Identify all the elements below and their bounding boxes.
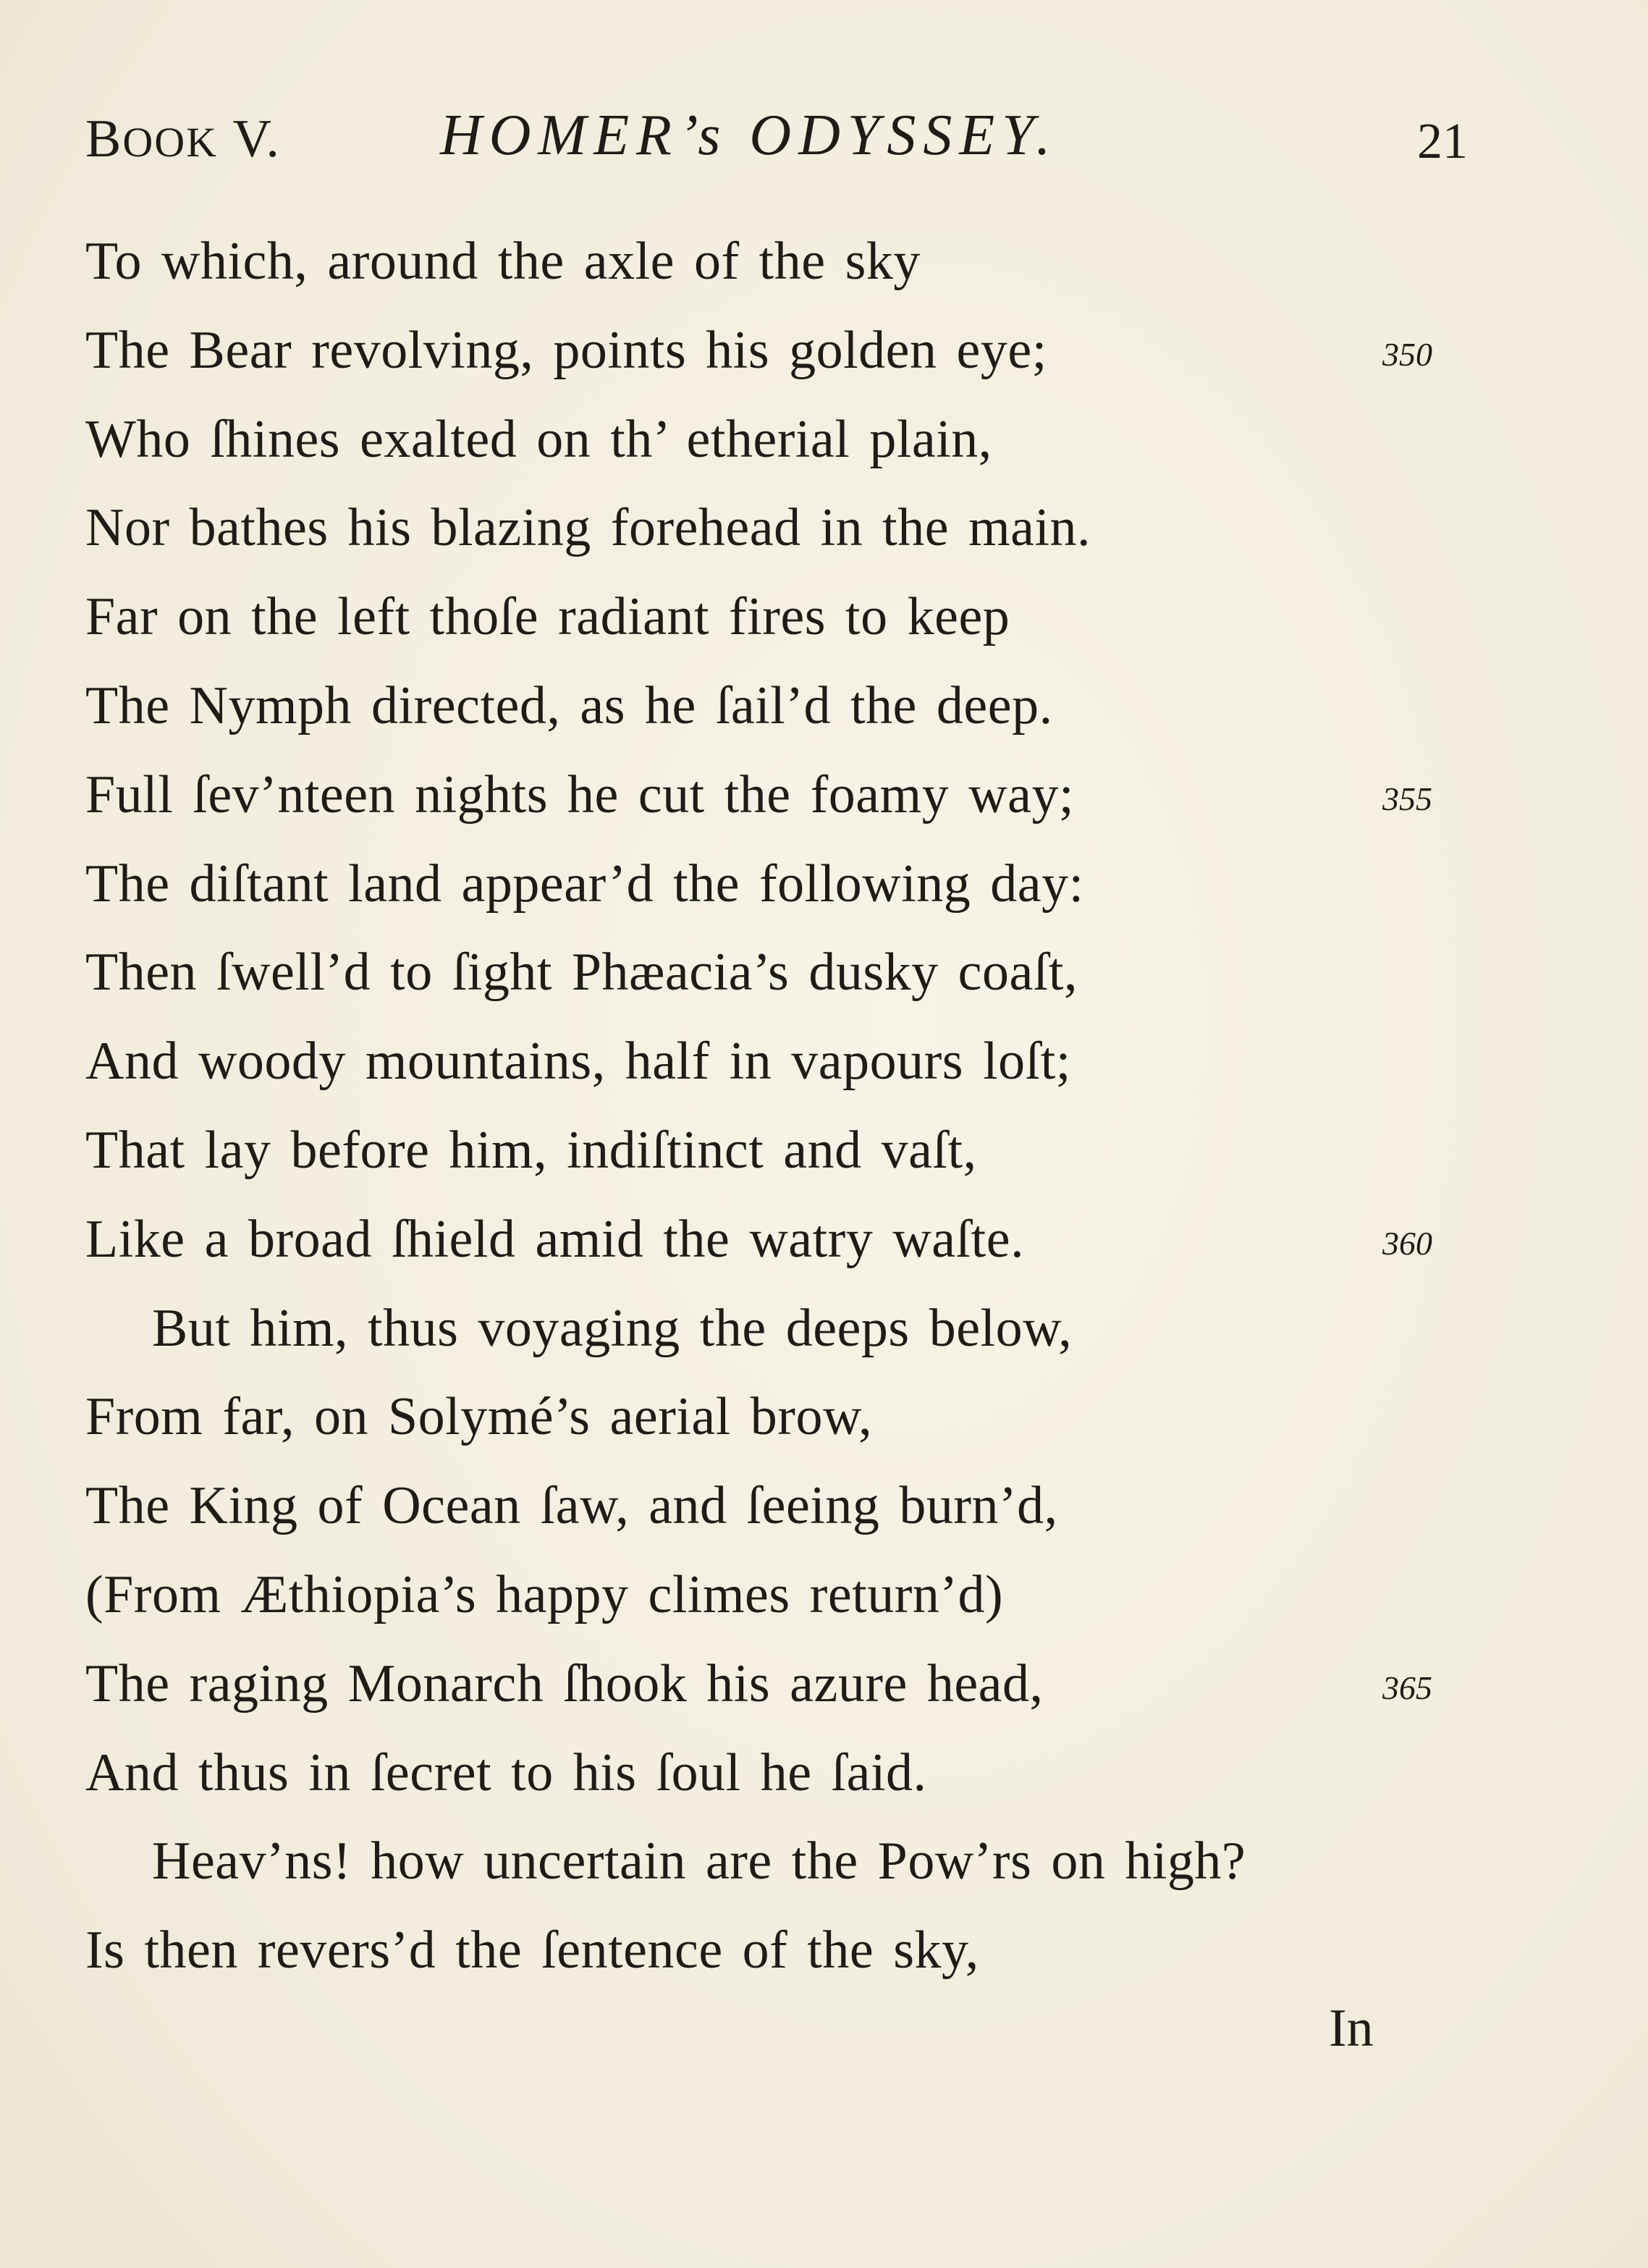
line-number: 350 <box>1382 335 1432 373</box>
verse-line: But him, thus voyaging the deeps below, <box>152 1298 1073 1358</box>
verse-line: From far, on Solymé’s aerial brow, <box>85 1387 873 1447</box>
verse-line: Heav’ns! how uncertain are the Pow’rs on high? <box>152 1831 1246 1892</box>
verse-line: The King of Ocean ſaw, and ſeeing burn’d, <box>85 1476 1058 1536</box>
verse-line: The raging Monarch ſhook his azure head, 365 <box>85 1640 1475 1729</box>
line-number: 360 <box>1382 1224 1432 1262</box>
verse-line: The diſtant land appear’d the following day: <box>85 853 1084 914</box>
verse-line: And thus in ſecret to his ſoul he ſaid. <box>85 1742 927 1803</box>
verse-block <box>85 217 1475 1995</box>
line-number: 365 <box>1382 1669 1432 1706</box>
verse-line: Who ſhines exalted on th’ etherial plain, <box>85 409 992 469</box>
catchword: In <box>1329 1999 1374 2058</box>
verse-line: (From Æthiopia’s happy climes return’d) <box>85 1564 1004 1624</box>
verse-line: That lay before him, indiſtinct and vaſt, <box>85 1120 977 1180</box>
verse-line: Far on the left thoſe radiant fires to keep <box>85 587 1010 647</box>
running-title: HOMER’s ODYSSEY. <box>440 104 1058 167</box>
verse-line: To which, around the axle of the sky <box>85 232 921 291</box>
verse-line: And woody mountains, half in vapours loſt; <box>85 1032 1071 1092</box>
verse-line: Then ſwell’d to ſight Phæacia’s dusky coaſt, <box>85 943 1078 1003</box>
verse-line: Is then revers’d the ſentence of the sky, <box>85 1921 979 1981</box>
verse-line: Like a broad ſhield amid the watry waſte. 360 <box>85 1195 1475 1284</box>
line-number: 355 <box>1382 780 1432 817</box>
running-header <box>85 104 1468 188</box>
verse-line: The Nymph directed, as he ſail’d the deep. <box>85 675 1053 735</box>
verse-line: Full ſev’nteen nights he cut the foamy way; 355 <box>85 751 1475 840</box>
verse-line: The Bear revolving, points his golden eye; 350 <box>85 306 1475 395</box>
page-number: 21 <box>1417 114 1468 169</box>
verse-line: Nor bathes his blazing forehead in the main. <box>85 498 1091 558</box>
book-label: BOOK V. <box>85 109 281 169</box>
